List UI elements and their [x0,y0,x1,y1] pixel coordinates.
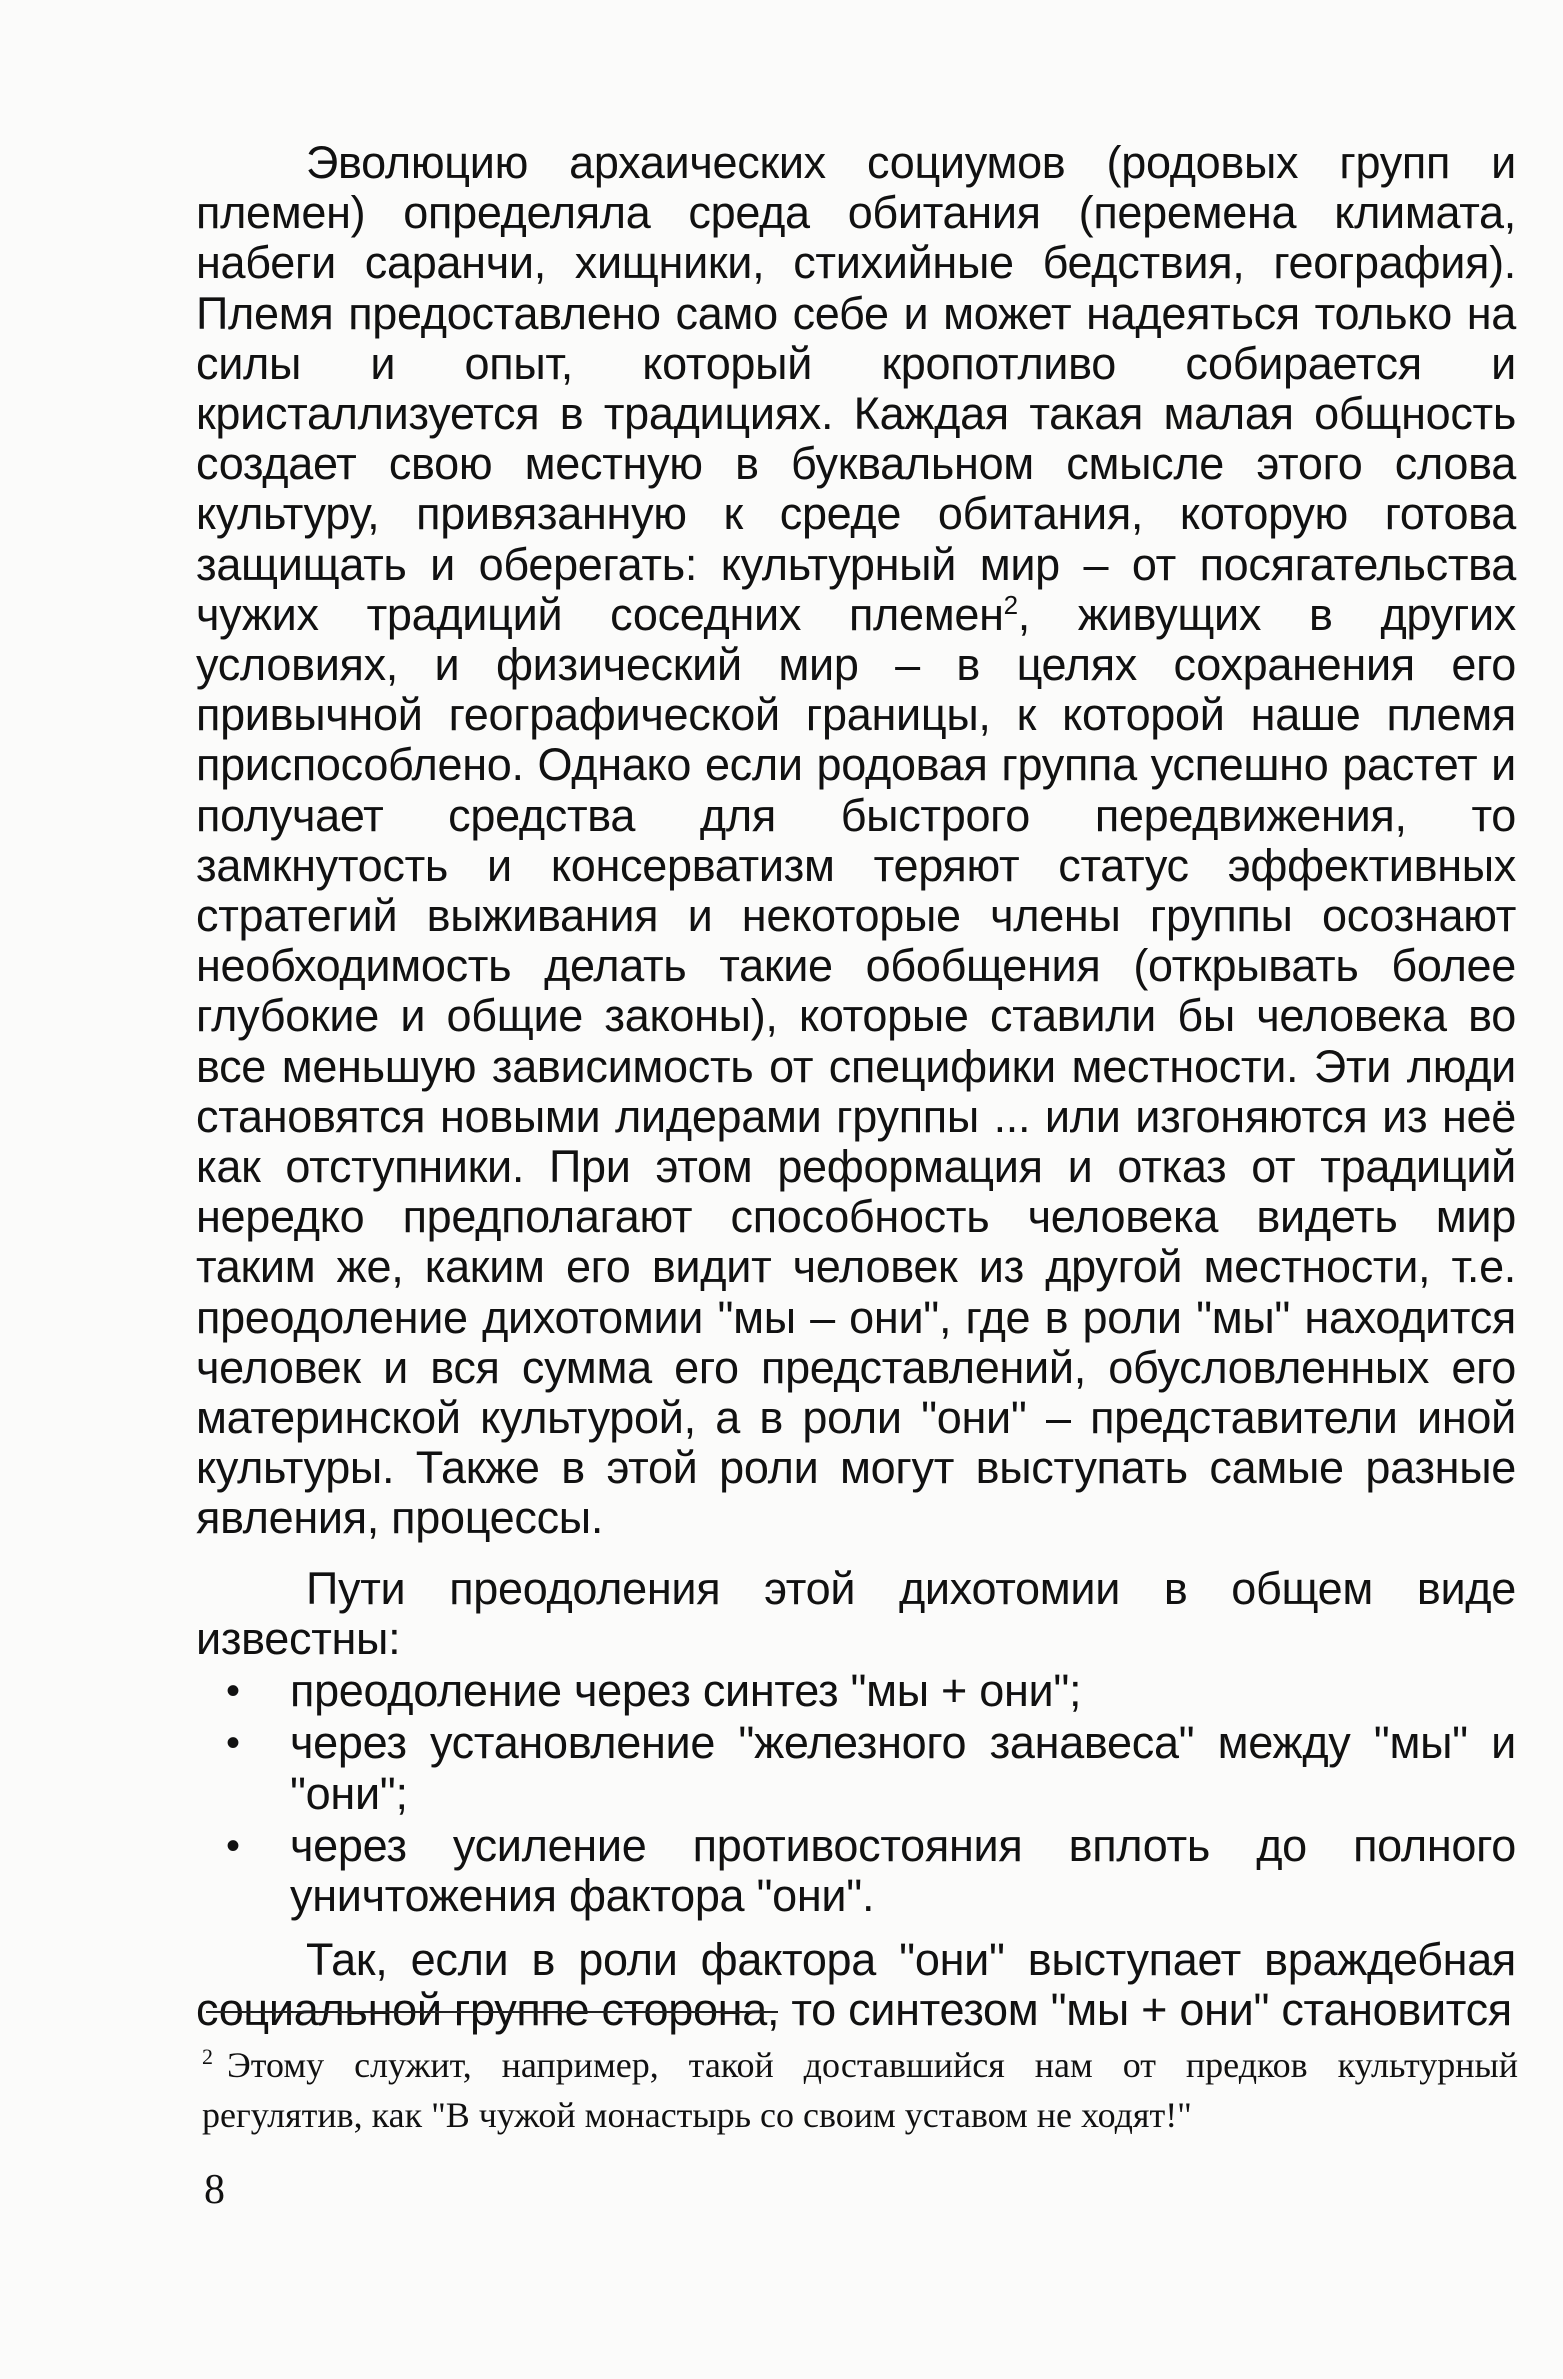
page-number: 8 [204,2167,225,2213]
list-item [196,1666,1516,1716]
paragraph-3: Так, если в роли фактора "они" выступает враждебная социальной группе сторона, то синтезом "мы + они" становится [196,1934,1516,2036]
list-item-text: через усиление противостояния вплоть до полного уничтожения фактора "они". [290,1819,1516,1921]
footnote-mark: 2 [202,2044,213,2069]
bullet-icon: • [226,1721,240,1766]
bullet-list [196,1666,1516,1921]
list-item-text: через установление "железного занавеса" между "мы" и "они"; [290,1717,1516,1819]
list-item [196,1718,1516,1818]
footnote-divider [206,2011,778,2013]
footnote-text: Этому служит, например, такой доставшийся нам от предков культурный регулятив, как "В чужой монастырь со своим уставом не ходят!" [202,2045,1518,2135]
main-text [196,138,1516,2036]
bullet-icon: • [226,1823,240,1868]
footnote-reference[interactable]: 2 [1003,589,1018,620]
paragraph-1-part-b: , живущих в других условиях, и физический мир – в целях сохранения его привычной географической границы, к которой наше племя приспособлено. Однако если родовая группа успешно растет и получает средства для быстрого передвижения, то замкнутость и консерватизм теряют статус эффективных стратегий выживания и некоторые члены группы осознают необходимость делать такие обобщения (открывать более глубокие и общие законы), которые ставили бы человека во все меньшую зависимость от специфики местности. Эти люди становятся новыми лидерами группы ... или изгоняются из неё как отступники. При этом реформация и отказ от традиций нередко предполагают способность человека видеть мир таким же, каким его видит человек из другой местности, т.е. преодоление дихотомии "мы – они", где в роли "мы" находится человек и вся сумма его представлений, обусловленных его материнской культурой, а в роли "они" – представители иной культуры. Также в этой роли могут выступать самые разные явления, процессы. [196,588,1516,1544]
bullet-icon: • [226,1669,240,1714]
paragraph-1-part-a: Эволюцию архаических социумов (родовых групп и племен) определяла среда обитания (перемена климата, набеги саранчи, хищники, стихийные бедствия, география). Племя предоставлено само себе и может надеяться только на силы и опыт, который кропотливо собирается и кристаллизуется в традициях. Каждая такая малая общность создает свою местную в буквальном смысле этого слова культуру, привязанную к среде обитания, которую готова защищать и оберегать: культурный мир – от посягательства чужих традиций соседних племен [196,137,1516,640]
paragraph-1 [196,138,1516,1544]
list-item [196,1821,1516,1921]
list-item-text: преодоление через синтез "мы + они"; [290,1665,1082,1717]
footnote [202,2040,1518,2140]
paragraph-2: Пути преодоления этой дихотомии в общем виде известны: [196,1562,1516,1664]
